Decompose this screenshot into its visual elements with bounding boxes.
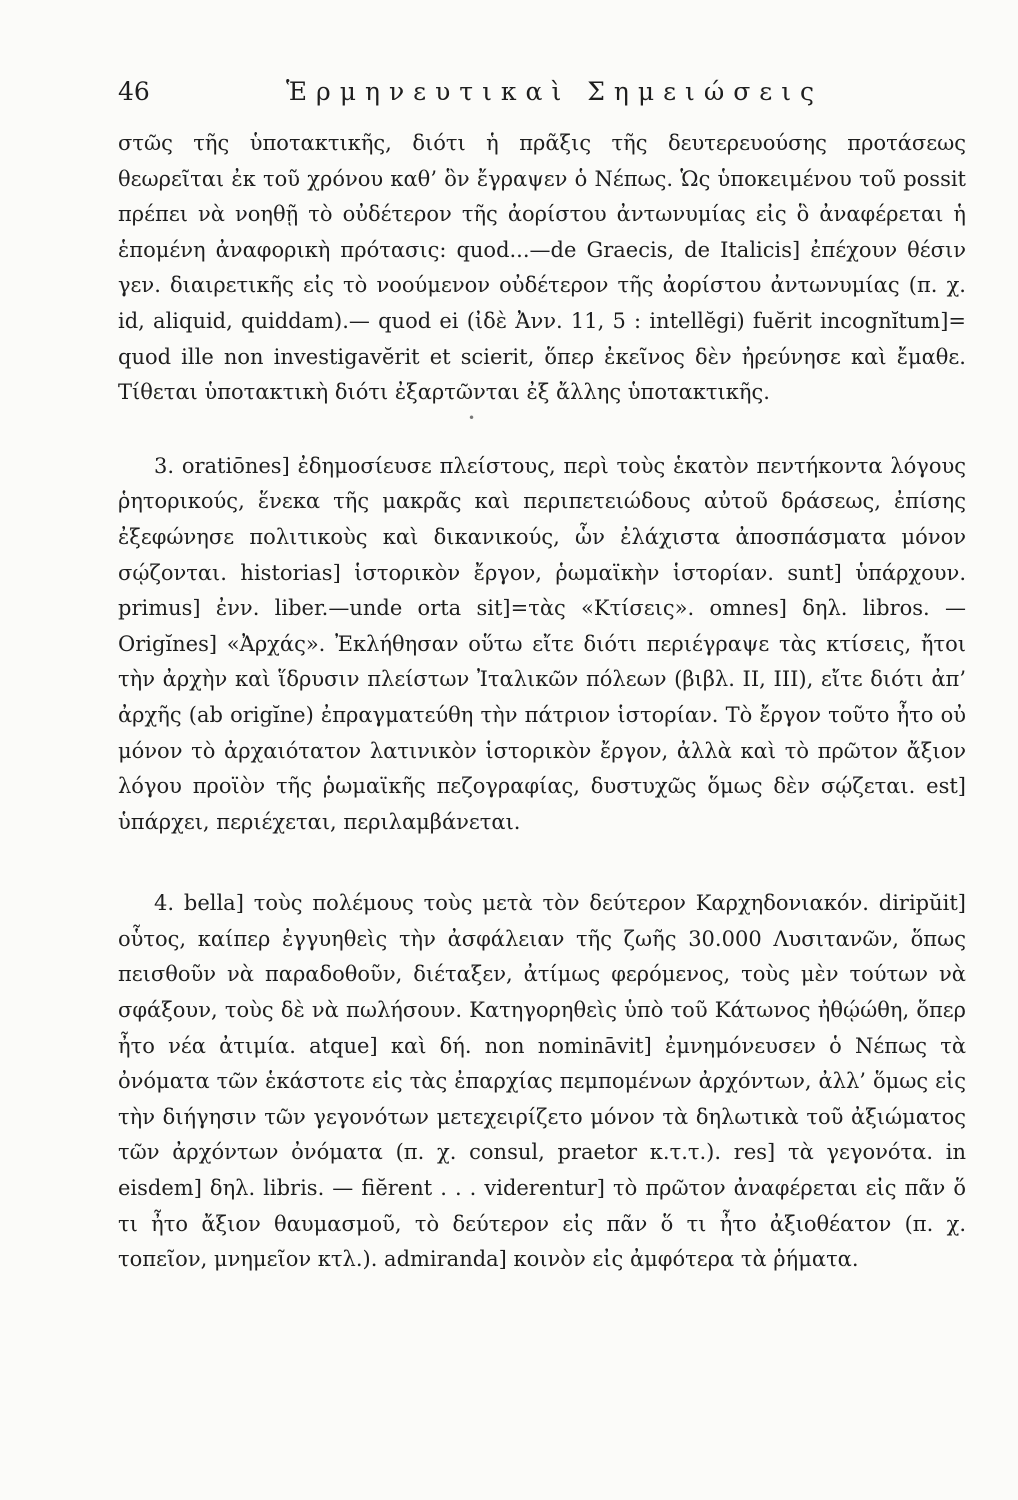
paragraph-note-3: 3. oratiōnes] ἐδημοσίευσε πλείστους, περὶ τοὺς ἑκατὸν πεντήκοντα λόγους ῥητορικούς, ἕνεκα τῆς μακρᾶς καὶ περιπετειώδους αὐτοῦ δράσεως, ἐπίσης ἐξεφώνησε πολιτικοὺς καὶ δικανικούς, ὧν ἐλάχιστα ἀποσπάσματα μόνον σῴζονται. historias] ἱστορικὸν ἔργον, ῥωμαϊκὴν ἱστορίαν. sunt] ὑπάρχουν. primus] ἐνν. liber.—unde orta sit]=τὰς «Κτίσεις». omnes] δηλ. libros. — Origĭnes] «Ἀρχάς». Ἐκλήθησαν οὕτω εἴτε διότι περιέγραψε τὰς κτίσεις, ἤτοι τὴν ἀρχὴν καὶ ἵδρυσιν πλείστων Ἰταλικῶν πόλεων (βιβλ. II, III), εἴτε διότι ἀπ’ ἀρχῆς (ab origĭne) ἐπραγματεύθη τὴν πάτριον ἱστορίαν. Τὸ ἔργον τοῦτο ἦτο οὐ μόνον τὸ ἀρχαιότατον λατινικὸν ἱστορικὸν ἔργον, ἀλλὰ καὶ τὸ πρῶτον ἄξιον λόγου προϊὸν τῆς ῥωμαϊκῆς πεζογραφίας, δυστυχῶς ὅμως δὲν σῴζεται. est] ὑπάρχει, περιέχεται, περιλαμβάνεται. <box>118 453 966 834</box>
commentary-text <box>118 126 966 1278</box>
running-title: Ἑρμηνευτικαὶ Σημειώσεις <box>286 77 824 106</box>
page-number: 46 <box>118 77 150 106</box>
ink-dot: • <box>468 410 476 425</box>
paragraph-note-4: 4. bella] τοὺς πολέμους τοὺς μετὰ τὸν δεύτερον Καρχηδονιακόν. diripŭit] οὗτος, καίπερ ἐγγυηθεὶς τὴν ἀσφάλειαν τῆς ζωῆς 30.000 Λυσιτανῶν, ὅπως πεισθοῦν νὰ παραδοθοῦν, διέταξεν, ἀτίμως φερόμενος, τοὺς μὲν τούτων νὰ σφάξουν, τοὺς δὲ νὰ πωλήσουν. Κατηγορηθεὶς ὑπὸ τοῦ Κάτωνος ἠθῴώθη, ὅπερ ἦτο νέα ἀτιμία. atque] καὶ δή. non nomināvit] ἐμνημόνευσεν ὁ Νέπως τὰ ὀνόματα τῶν ἑκάστοτε εἰς τὰς ἐπαρχίας πεμπομένων ἀρχόντων, ἀλλ’ ὅμως εἰς τὴν διήγησιν τῶν γεγονότων μετεχειρίζετο μόνον τὰ δηλωτικὰ τοῦ ἀξιώματος τῶν ἀρχόντων ὀνόματα (π. χ. consul, praetor κ.τ.τ.). res] τὰ γεγονότα. in eisdem] δηλ. libris. — fiĕrent . . . viderentur] τὸ πρῶτον ἀναφέρεται εἰς πᾶν ὅ τι ἦτο ἄξιον θαυμασμοῦ, τὸ δεύτερον εἰς πᾶν ὅ τι ἦτο ἀξιοθέατον (π. χ. τοπεῖον, μνημεῖον κτλ.). admiranda] κοινὸν εἰς ἀμφότερα τὰ ῥήματα. <box>118 891 966 1272</box>
paragraph-continuation: στῶς τῆς ὑποτακτικῆς, διότι ἡ πρᾶξις τῆς δευτερευούσης προτάσεως θεωρεῖται ἐκ τοῦ χρόνου καθ’ ὃν ἔγραψεν ὁ Νέπως. Ὡς ὑποκειμένου τοῦ possit πρέπει νὰ νοηθῇ τὸ οὐδέτερον τῆς ἀορίστου ἀντωνυμίας εἰς ὃ ἀναφέρεται ἡ ἑπομένη ἀναφορικὴ πρότασις: quod...—de Graecis, de Italicis] ἐπέχουν θέσιν γεν. διαιρετικῆς εἰς τὸ νοούμενον οὐδέτερον τῆς ἀορίστου ἀντωνυμίας (π. χ. id, aliquid, quiddam).— quod ei (ἰδὲ Ἀνν. 11, 5 : intellĕgi) fuĕrit incognĭtum]= quod ille non investigavĕrit et scierit, ὅπερ ἐκεῖνος δὲν ἠρεύνησε καὶ ἔμαθε. Τίθεται ὑποτακτικὴ διότι ἐξαρτῶνται ἐξ ἄλλης ὑποτακτικῆς. <box>118 131 966 405</box>
